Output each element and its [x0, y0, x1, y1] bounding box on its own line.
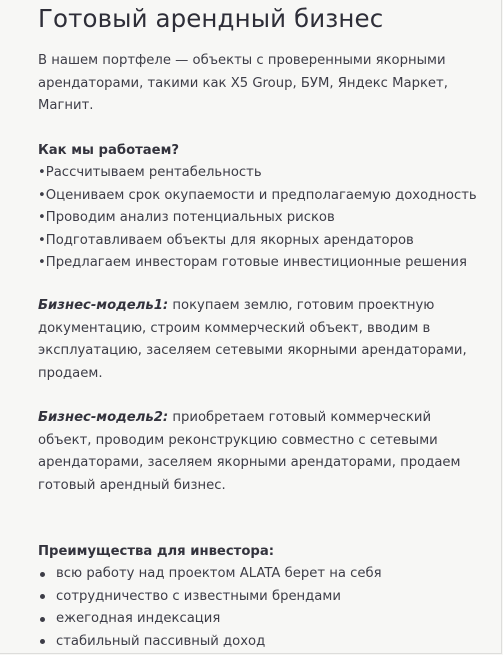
business-model-1-label: Бизнес-модель1:: [38, 298, 169, 313]
how-we-work-list: [38, 162, 477, 275]
business-model-1: [38, 295, 483, 385]
benefits-title: Преимущества для инвестора:: [38, 544, 274, 559]
benefit-text: ежегодная индексация: [56, 611, 221, 626]
intro-paragraph: В нашем портфеле — объекты с проверенными якорными арендаторами, такими как Х5 Group, БУМ, Яндекс Маркет, Магнит.: [38, 53, 448, 113]
business-model-2-text: приобретаем готовый коммерческий объект, проводим реконструкцию совместно с сетевыми арендаторами, заселяем якорными арендаторами, продаем готовый арендный бизнес.: [38, 410, 461, 493]
business-model-1-text: покупаем землю, готовим проектную документацию, строим коммерческий объект, вводим в эксплуатацию, заселяем сетевыми якорными арендаторами, продаем.: [38, 298, 467, 381]
business-model-2: [38, 407, 483, 497]
bullet-icon: [40, 572, 45, 577]
list-item: [38, 631, 382, 654]
benefit-text: сотрудничество с известными брендами: [56, 588, 341, 604]
list-item: [38, 608, 382, 631]
benefit-text: всю работу над проектом ALATA берет на себя: [56, 566, 382, 581]
list-item: •Рассчитываем рентабельность: [38, 165, 262, 180]
business-model-2-label: Бизнес-модель2:: [38, 410, 169, 425]
list-item: [38, 586, 382, 609]
list-item: •Подготавливаем объекты для якорных арендаторов: [38, 232, 414, 248]
bullet-icon: [40, 639, 45, 644]
benefit-text: стабильный пассивный доход: [56, 633, 266, 649]
bullet-icon: [40, 617, 45, 622]
list-item: •Проводим анализ потенциальных рисков: [38, 210, 335, 225]
how-we-work-title: Как мы работаем?: [38, 143, 180, 158]
list-item: •Предлагаем инвесторам готовые инвестиционные решения: [38, 255, 467, 270]
bullet-icon: [40, 594, 45, 599]
list-item: •Оцениваем срок окупаемости и предполагаемую доходность: [38, 187, 477, 203]
page-title: Готовый арендный бизнес: [38, 4, 384, 33]
benefits-list: [38, 563, 382, 653]
list-item: [38, 563, 382, 586]
